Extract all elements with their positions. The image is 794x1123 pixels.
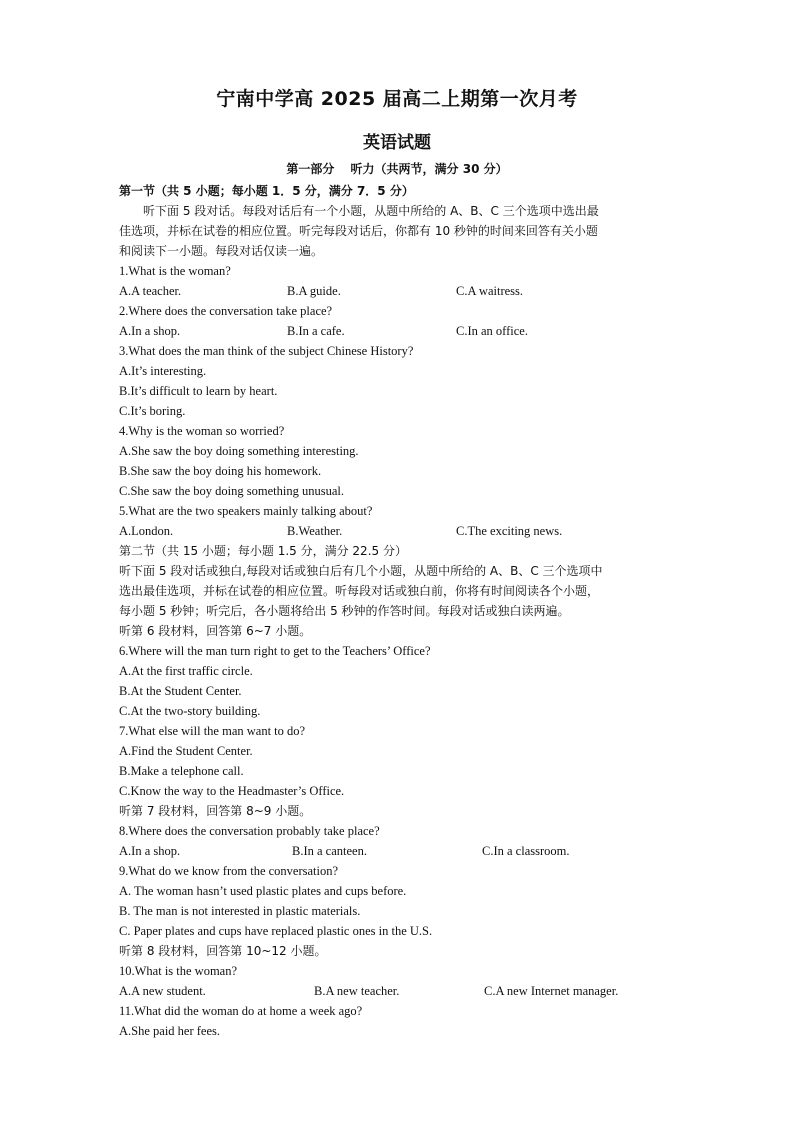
question-6-option-c: C.At the two-story building. [119, 704, 261, 718]
question-1-stem: 1.What is the woman? [119, 264, 231, 278]
question-7-stem: 7.What else will the man want to do? [119, 724, 306, 738]
question-11-stem: 11.What did the woman do at home a week ago? [119, 1004, 363, 1018]
question-9-option-c: C. Paper plates and cups have replaced plastic ones in the U.S. [119, 924, 433, 938]
question-6-option-b: B.At the Student Center. [119, 684, 242, 698]
question-8-option-c: C.In a classroom. [482, 844, 570, 858]
section1-instruction-line: 听下面 5 段对话。每段对话后有一个小题，从题中所给的 A、B、C 三个选项中选出最 [119, 204, 599, 218]
question-10-option-c: C.A new Internet manager. [484, 984, 619, 998]
question-4-stem: 4.Why is the woman so worried? [119, 424, 285, 438]
question-10-option-b: B.A new teacher. [314, 984, 400, 998]
section1-instruction-line: 佳选项，并标在试卷的相应位置。听完每段对话后，你都有 10 秒钟的时间来回答有关小题 [119, 224, 598, 238]
section2-heading: 第二节（共 15 小题；每小题 1.5 分，满分 22.5 分） [119, 544, 407, 558]
question-1-option-a: A.A teacher. [119, 284, 182, 298]
question-9-option-b: B. The man is not interested in plastic materials. [119, 904, 361, 918]
question-5-option-a: A.London. [119, 524, 174, 538]
question-5-option-c: C.The exciting news. [456, 524, 563, 538]
question-1-option-b: B.A guide. [287, 284, 341, 298]
question-2-option-c: C.In an office. [456, 324, 528, 338]
question-2-stem: 2.Where does the conversation take place? [119, 304, 333, 318]
question-7-option-c: C.Know the way to the Headmaster’s Office. [119, 784, 345, 798]
question-3-option-b: B.It’s difficult to learn by heart. [119, 384, 278, 398]
question-8-option-a: A.In a shop. [119, 844, 181, 858]
question-9-stem: 9.What do we know from the conversation? [119, 864, 339, 878]
section2-instruction-line: 选出最佳选项，并标在试卷的相应位置。听每段对话或独白前，你将有时间阅读各个小题， [119, 584, 600, 598]
material-7-heading: 听第 7 段材料，回答第 8~9 小题。 [119, 804, 312, 818]
question-8-option-b: B.In a canteen. [292, 844, 367, 858]
question-9-option-a: A. The woman hasn’t used plastic plates and cups before. [119, 884, 407, 898]
material-8-heading: 听第 8 段材料，回答第 10~12 小题。 [119, 944, 327, 958]
part-heading: 第一部分 听力（共两节，满分 30 分） [286, 162, 508, 176]
exam-title: 宁南中学高 2025 届高二上期第一次月考 [216, 88, 578, 110]
section2-instruction-line: 听下面 5 段对话或独白,每段对话或独白后有几个小题，从题中所给的 A、B、C 三个选项中 [119, 564, 603, 578]
question-4-option-c: C.She saw the boy doing something unusual. [119, 484, 344, 498]
section2-instruction-line: 每小题 5 秒钟；听完后，各小题将给出 5 秒钟的作答时间。每段对话或独白读两遍。 [119, 604, 570, 618]
exam-subtitle: 英语试题 [363, 133, 431, 153]
question-3-option-c: C.It’s boring. [119, 404, 186, 418]
question-7-option-b: B.Make a telephone call. [119, 764, 244, 778]
question-1-option-c: C.A waitress. [456, 284, 524, 298]
question-5-stem: 5.What are the two speakers mainly talking about? [119, 504, 373, 518]
material-6-heading: 听第 6 段材料，回答第 6~7 小题。 [119, 624, 312, 638]
question-7-option-a: A.Find the Student Center. [119, 744, 253, 758]
question-5-option-b: B.Weather. [287, 524, 343, 538]
question-10-stem: 10.What is the woman? [119, 964, 238, 978]
section1-heading: 第一节（共 5 小题；每小题 1．5 分，满分 7．5 分） [119, 184, 414, 198]
question-3-option-a: A.It’s interesting. [119, 364, 207, 378]
question-4-option-a: A.She saw the boy doing something interesting. [119, 444, 359, 458]
section1-instruction-line: 和阅读下一小题。每段对话仅读一遍。 [119, 244, 324, 258]
question-4-option-b: B.She saw the boy doing his homework. [119, 464, 322, 478]
question-6-option-a: A.At the first traffic circle. [119, 664, 253, 678]
question-8-stem: 8.Where does the conversation probably take place? [119, 824, 380, 838]
question-11-option-a: A.She paid her fees. [119, 1024, 221, 1038]
question-2-option-b: B.In a cafe. [287, 324, 345, 338]
question-6-stem: 6.Where will the man turn right to get to the Teachers’ Office? [119, 644, 431, 658]
question-2-option-a: A.In a shop. [119, 324, 181, 338]
question-3-stem: 3.What does the man think of the subject Chinese History? [119, 344, 414, 358]
question-10-option-a: A.A new student. [119, 984, 206, 998]
